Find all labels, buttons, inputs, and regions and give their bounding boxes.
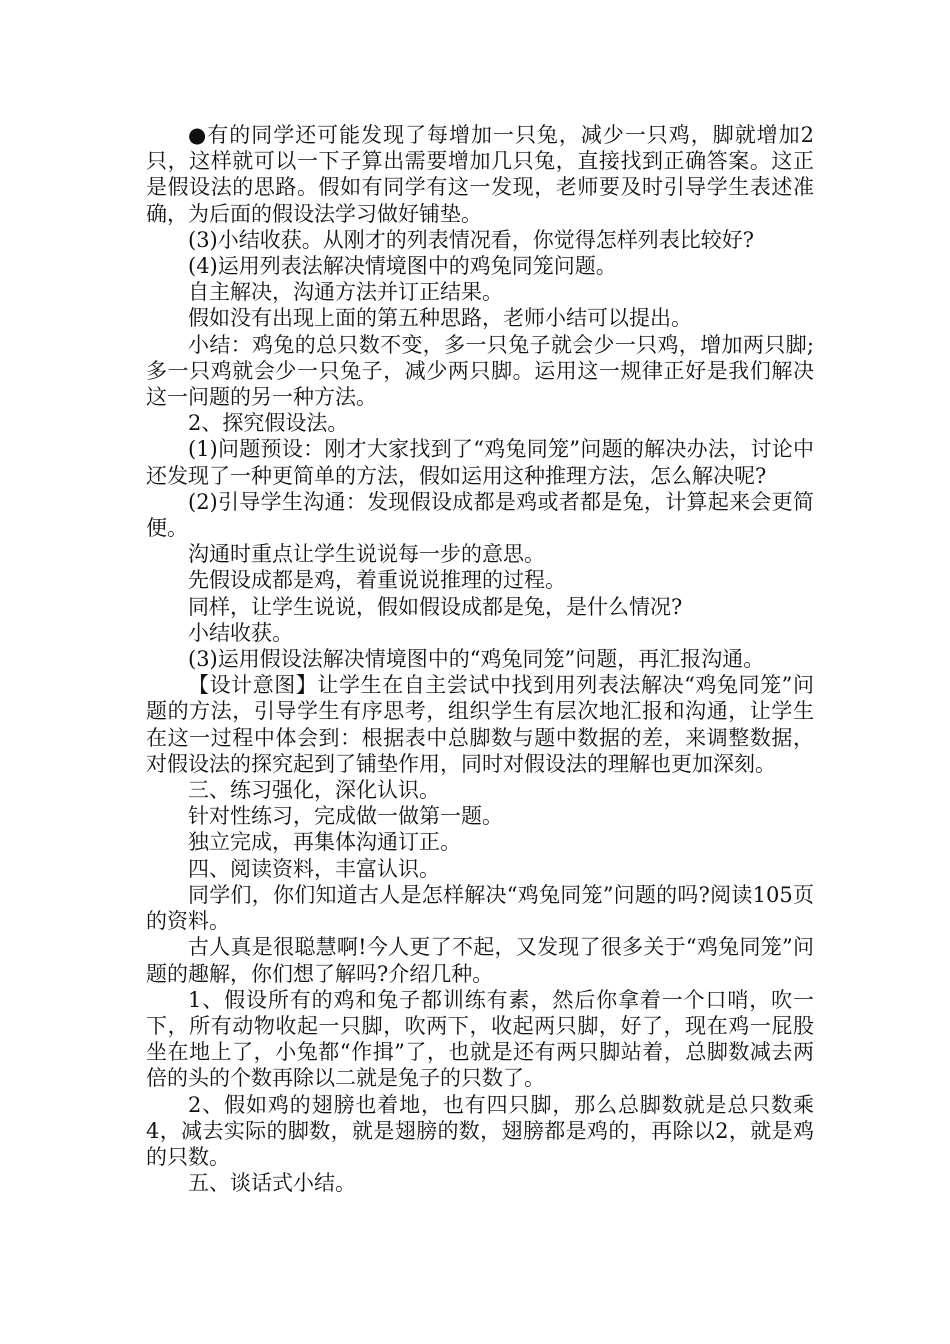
document-body [146,122,814,1196]
paragraph: (3)小结收获。从刚才的列表情况看，你觉得怎样列表比较好? [188,227,755,252]
paragraph: 自主解决，沟通方法并订正结果。 [188,280,503,305]
paragraph: 古人真是很聪慧啊!今人更了不起，又发现了很多关于“鸡兔同笼”问题的趣解，你们想了解吗?介绍几种。 [146,935,814,986]
paragraph: 小结：鸡兔的总只数不变，多一只兔子就会少一只鸡，增加两只脚;多一只鸡就会少一只兔子，减少两只脚。运用这一规律正好是我们解决这一问题的另一种方法。 [146,332,814,410]
paragraph: 2、假如鸡的翅膀也着地，也有四只脚，那么总脚数就是总只数乘4，减去实际的脚数，就是翅膀的数，翅膀都是鸡的，再除以2，就是鸡的只数。 [146,1092,814,1169]
section-heading: 2、探究假设法。 [188,411,349,436]
paragraph: (2)引导学生沟通：发现假设成都是鸡或者都是兔，计算起来会更简便。 [146,489,814,541]
section-heading: 四、阅读资料，丰富认识。 [188,856,440,881]
paragraph: 假如没有出现上面的第五种思路，老师小结可以提出。 [188,306,692,331]
paragraph: (3)运用假设法解决情境图中的“鸡兔同笼”问题，再汇报沟通。 [188,647,765,672]
paragraph: 同样，让学生说说，假如假设成都是兔，是什么情况? [188,594,683,619]
section-heading: 五、谈话式小结。 [188,1171,356,1196]
paragraph: 独立完成，再集体沟通订正。 [188,830,461,855]
paragraph: (4)运用列表法解决情境图中的鸡兔同笼问题。 [188,254,617,279]
paragraph: 沟通时重点让学生说说每一步的意思。 [188,542,545,567]
paragraph: 针对性练习，完成做一做第一题。 [188,804,503,829]
paragraph: ●有的同学还可能发现了每增加一只兔，减少一只鸡，脚就增加2只，这样就可以一下子算出需要增加几只兔，直接找到正确答案。这正是假设法的思路。假如有同学有这一发现，老师要及时引导学生表述准确，为后面的假设法学习做好铺垫。 [146,123,814,226]
paragraph: 小结收获。 [188,620,293,645]
paragraph: 同学们，你们知道古人是怎样解决“鸡兔同笼”问题的吗?阅读105页的资料。 [146,882,814,934]
paragraph: (1)问题预设：刚才大家找到了“鸡兔同笼”问题的解决办法，讨论中还发现了一种更简单的方法，假如运用这种推理方法，怎么解决呢? [146,437,814,488]
paragraph: 1、假设所有的鸡和兔子都训练有素，然后你拿着一个口哨，吹一下，所有动物收起一只脚，吹两下，收起两只脚，好了，现在鸡一屁股坐在地上了，小兔都“作揖”了，也就是还有两只脚站着，总脚数减去两倍的头的个数再除以二就是兔子的只数了。 [146,987,814,1091]
paragraph: 先假设成都是鸡，着重说说推理的过程。 [188,568,566,593]
design-intent-paragraph: 【设计意图】让学生在自主尝试中找到用列表法解决“鸡兔同笼”问题的方法，引导学生有序思考，组织学生有层次地汇报和沟通，让学生在这一过程中体会到：根据表中总脚数与题中数据的差，来调整数据，对假设法的探究起到了铺垫作用，同时对假设法的理解也更加深刻。 [146,673,814,776]
section-heading: 三、练习强化，深化认识。 [188,778,440,803]
